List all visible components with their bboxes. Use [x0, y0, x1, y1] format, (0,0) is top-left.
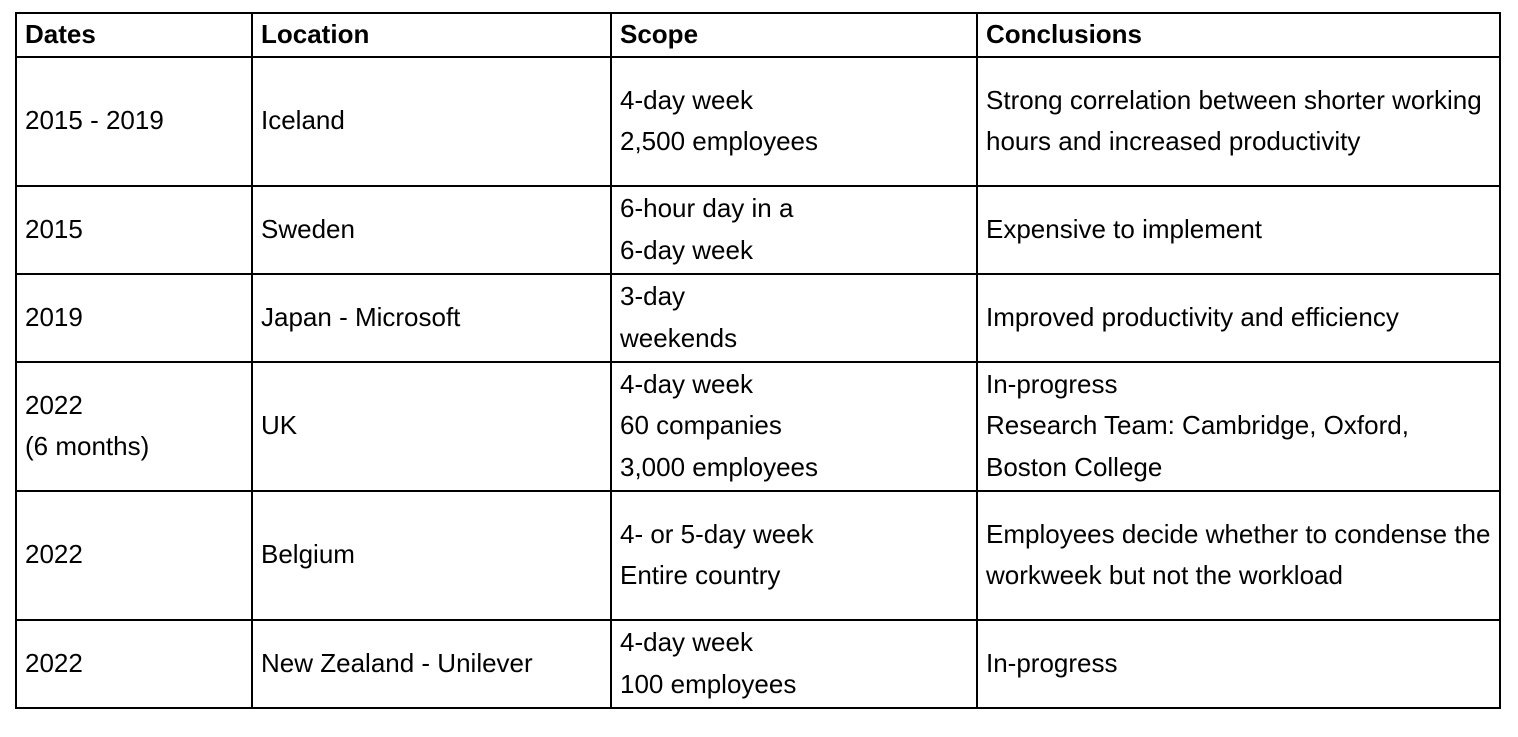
cell-conclusions: Improved productivity and efficiency — [977, 274, 1500, 362]
cell-location: Iceland — [252, 57, 611, 186]
cell-dates: 2015 - 2019 — [16, 57, 252, 186]
table-row — [16, 57, 1500, 186]
cell-scope: 4-day week 2,500 employees — [611, 57, 977, 186]
cell-location: New Zealand - Unilever — [252, 620, 611, 708]
cell-scope: 4- or 5-day week Entire country — [611, 491, 977, 620]
table-row — [16, 186, 1500, 274]
header-row — [16, 13, 1500, 57]
cell-scope: 4-day week 100 employees — [611, 620, 977, 708]
cell-conclusions: In-progress Research Team: Cambridge, Oxford, Boston College — [977, 362, 1500, 491]
cell-dates: 2015 — [16, 186, 252, 274]
cell-conclusions: Strong correlation between shorter working hours and increased productivity — [977, 57, 1500, 186]
cell-conclusions: In-progress — [977, 620, 1500, 708]
cell-dates: 2019 — [16, 274, 252, 362]
cell-conclusions: Employees decide whether to condense the workweek but not the workload — [977, 491, 1500, 620]
header-conclusions: Conclusions — [977, 13, 1500, 57]
table-row — [16, 491, 1500, 620]
table-row — [16, 620, 1500, 708]
table-row — [16, 274, 1500, 362]
cell-dates: 2022 — [16, 620, 252, 708]
header-scope: Scope — [611, 13, 977, 57]
four-day-week-table — [15, 12, 1501, 709]
cell-conclusions: Expensive to implement — [977, 186, 1500, 274]
cell-scope: 3-day weekends — [611, 274, 977, 362]
cell-scope: 6-hour day in a 6-day week — [611, 186, 977, 274]
cell-location: Belgium — [252, 491, 611, 620]
cell-location: UK — [252, 362, 611, 491]
cell-dates: 2022 — [16, 491, 252, 620]
cell-location: Japan - Microsoft — [252, 274, 611, 362]
cell-dates: 2022 (6 months) — [16, 362, 252, 491]
cell-scope: 4-day week 60 companies 3,000 employees — [611, 362, 977, 491]
table-row — [16, 362, 1500, 491]
header-dates: Dates — [16, 13, 252, 57]
header-location: Location — [252, 13, 611, 57]
cell-location: Sweden — [252, 186, 611, 274]
